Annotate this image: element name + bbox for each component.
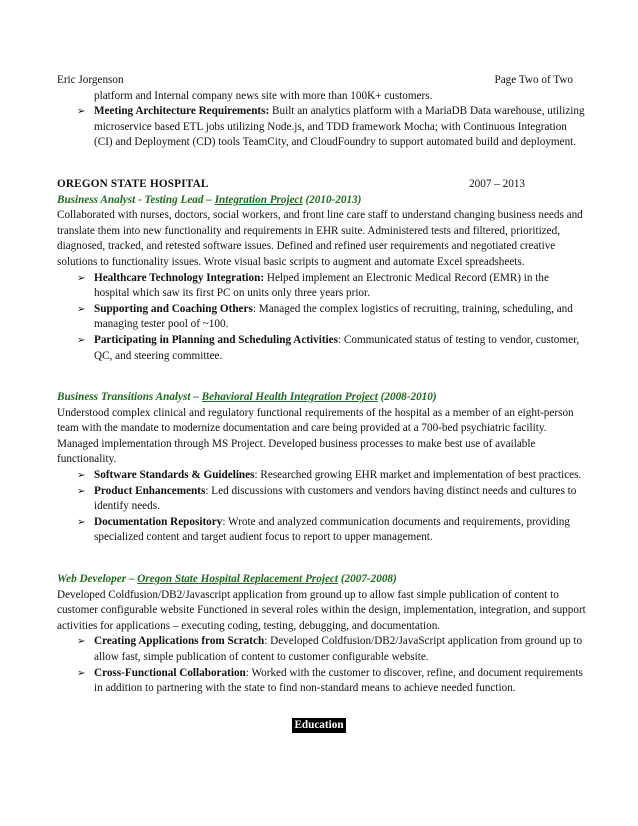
bullet-title: Documentation Repository <box>94 515 223 528</box>
role-project: Oregon State Hospital Replacement Project <box>137 573 339 586</box>
bullet-item <box>57 302 587 333</box>
arrow-bullet-icon: ➢ <box>77 485 86 497</box>
bullet-text: Helped implement an Electronic Medical Record (EMR) in the hospital which saw its first PC on units only three years prior. <box>94 271 549 300</box>
role-bullet-list <box>57 634 587 696</box>
candidate-name: Eric Jorgenson <box>57 74 124 86</box>
role-bullet-list <box>57 468 587 546</box>
role-summary: Developed Coldfusion/DB2/Javascript application from ground up to allow fast simple publication of content to customer configurable website Functioned in several roles within the design, implementation, integration, and support activities for applications – executing coding, testing, debugging, and documentation. <box>57 588 586 632</box>
role-separator: – <box>126 573 138 586</box>
education-heading: Education <box>294 719 344 731</box>
bullet-item <box>57 634 587 665</box>
role-separator: – <box>190 391 202 404</box>
bullet-item <box>57 271 587 302</box>
bullet-text: : Worked with the customer to discover, refine, and document requirements in addition to partnering with the state to find non-standard means to achieve needed function. <box>94 666 583 695</box>
bullet-title: Meeting Architecture Requirements: <box>94 105 270 118</box>
role-summary: Collaborated with nurses, doctors, social workers, and front line care staff to understand changing business needs and translate them into new functionality and requirements in EHR suite. Administered tests and filtered, prioritized, diagnosed, tracked, and retested software issues. Defined and refined user requirements and negotiated creative solutions to functionality issues. Wrote visual basic scripts to augment and automate Excel spreadsheets. <box>57 209 583 268</box>
continued-bullet-list <box>57 104 587 151</box>
bullet-text: : Developed Coldfusion/DB2/JavaScript application from ground up to allow fast, simple publication of content to customer configurable website. <box>94 635 583 663</box>
role-title-line <box>57 390 587 406</box>
bullet-item <box>57 104 587 151</box>
page-header <box>57 73 577 89</box>
page-number: Page Two of Two <box>494 74 573 86</box>
bullet-title: Healthcare Technology Integration: <box>94 271 265 284</box>
employer-row <box>57 177 525 193</box>
arrow-bullet-icon: ➢ <box>77 106 86 118</box>
role-title-line <box>57 572 587 588</box>
role-project: Behavioral Health Integration Project <box>201 391 378 404</box>
arrow-bullet-icon: ➢ <box>77 636 86 648</box>
bullet-text: : Led discussions with customers and vendors having distinct needs and cultures to identify needs. <box>94 484 577 513</box>
role-title: Business Transitions Analyst <box>57 391 191 404</box>
bullet-title: Cross-Functional Collaboration <box>94 666 246 679</box>
bullet-title: Product Enhancements <box>94 484 206 497</box>
resume-page <box>57 73 587 697</box>
arrow-bullet-icon: ➢ <box>77 272 86 284</box>
employer-dates: 2007 – 2013 <box>469 177 525 190</box>
role-title: Business Analyst - Testing Lead <box>57 193 204 206</box>
role-dates: (2010-2013) <box>302 193 362 206</box>
bullet-text: : Wrote and analyzed communication documents and requirements, providing specialized content and target audient focus to report to upper management. <box>94 515 570 544</box>
role-project: Integration Project <box>214 193 303 206</box>
role-title: Web Developer <box>57 573 127 586</box>
arrow-bullet-icon: ➢ <box>77 334 86 346</box>
arrow-bullet-icon: ➢ <box>77 303 86 315</box>
bullet-text: : Managed the complex logistics of recruiting, training, scheduling, and managing tester pool of ~100. <box>94 302 573 331</box>
bullet-item <box>57 515 587 546</box>
bullet-item <box>57 333 587 364</box>
bullet-item <box>57 484 587 515</box>
bullet-title: Software Standards & Guidelines <box>94 469 255 482</box>
role-separator: – <box>203 193 215 206</box>
bullet-text: Built an analytics platform with a MariaDB Data warehouse, utilizing microservice based ETL jobs utilizing Node.js, and TDD framework Mocha; with Continuous Integration (CI) and Deployment (CD) tools TeamCity, and CloudFoundry to support automated build and deployment. <box>94 105 585 149</box>
role-dates: (2008-2010) <box>377 391 437 404</box>
bullet-title: Supporting and Coaching Others <box>94 302 253 315</box>
arrow-bullet-icon: ➢ <box>77 470 86 482</box>
role-dates: (2007-2008) <box>338 573 397 586</box>
bullet-title: Creating Applications from Scratch <box>94 635 265 648</box>
continued-text: platform and Internal company news site with more than 100K+ customers. <box>94 89 433 102</box>
role-title-line <box>57 193 587 209</box>
bullet-text: : Researched growing EHR market and implementation of best practices. <box>254 469 582 482</box>
arrow-bullet-icon: ➢ <box>77 516 86 528</box>
role-summary: Understood complex clinical and regulatory functional requirements of the hospital as a member of an eight-person team with the mandate to modernize documentation and care being provided at a 700-bed psychiatric facility. Managed implementation through MS Project. Developed business processes to make best use of available functionality. <box>57 406 574 466</box>
employer-name: OREGON STATE HOSPITAL <box>57 177 209 190</box>
bullet-title: Participating in Planning and Scheduling Activities <box>94 333 338 346</box>
arrow-bullet-icon: ➢ <box>77 667 86 679</box>
bullet-item <box>57 468 587 484</box>
role-bullet-list <box>57 271 587 365</box>
bullet-item <box>57 666 587 697</box>
bullet-text: : Communicated status of testing to vendor, customer, QC, and steering committee. <box>94 333 580 362</box>
education-heading-row <box>0 718 638 734</box>
